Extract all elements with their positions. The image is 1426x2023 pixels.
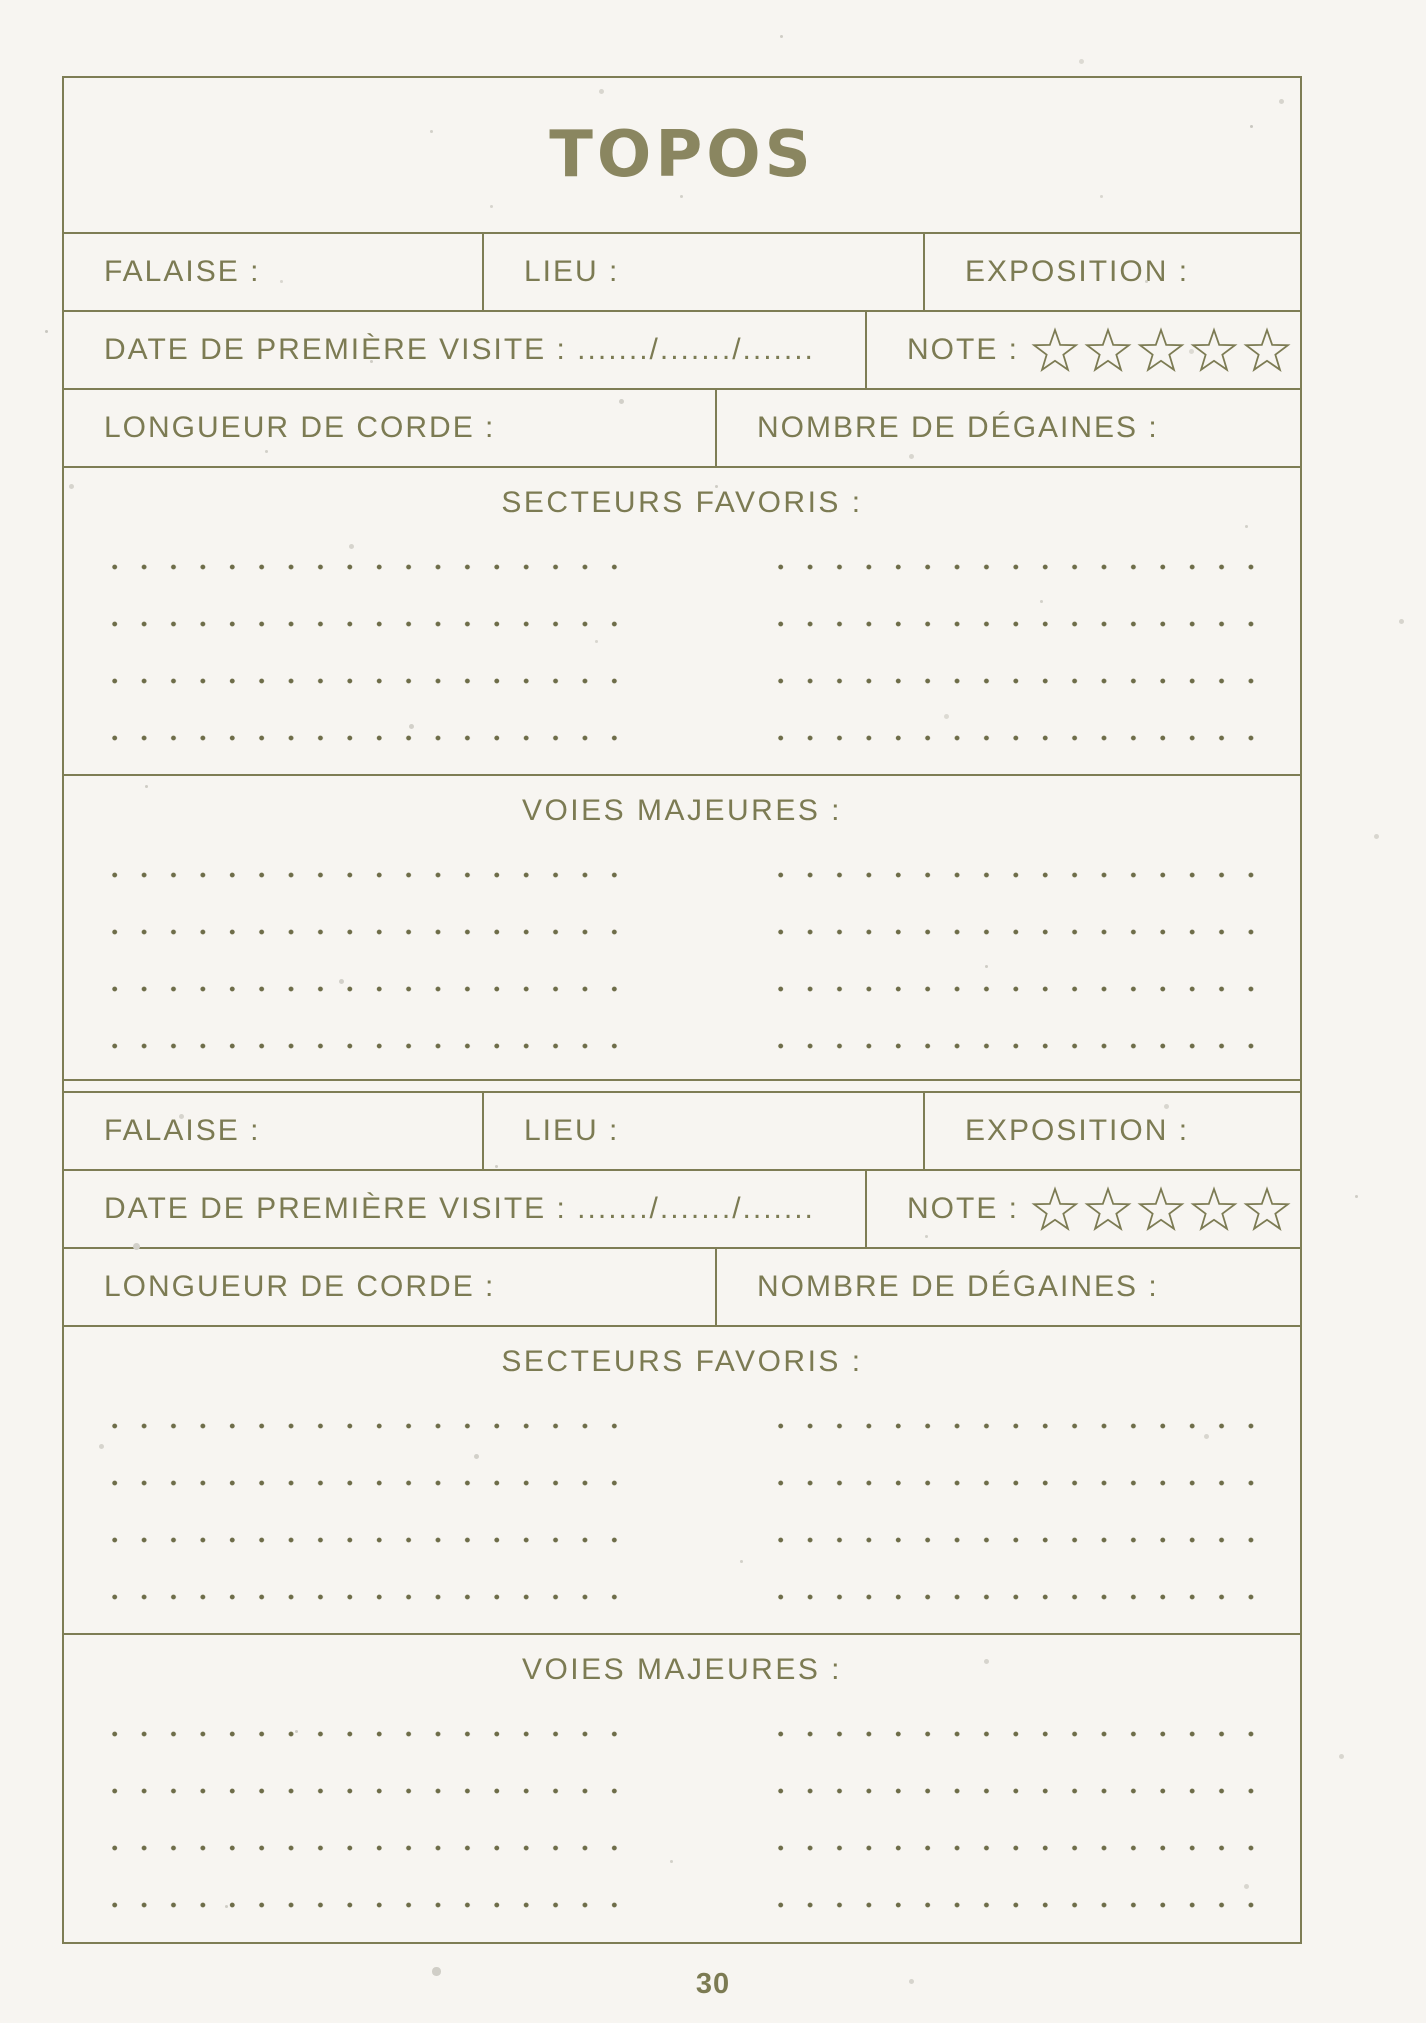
note-field: [867, 1171, 1300, 1247]
date-premiere-visite-field: [64, 1171, 867, 1247]
form-row-identity: [64, 1093, 1300, 1171]
star-icon: [1084, 1185, 1132, 1233]
dotted-line-right: [766, 1537, 1272, 1543]
dotted-line-left: [100, 986, 632, 992]
lieu-label: LIEU :: [524, 1114, 620, 1147]
dotted-line-left: [100, 872, 632, 878]
dotted-line-right: [766, 872, 1272, 878]
dotted-line-left: [100, 1480, 632, 1486]
dotted-line-left: [100, 1731, 632, 1737]
secteurs-favoris-heading: SECTEURS FAVORIS :: [501, 1345, 863, 1378]
dotted-line-right: [766, 986, 1272, 992]
dotted-line: [64, 1397, 1300, 1454]
exposition-field: [925, 234, 1300, 310]
dotted-line: [64, 846, 1300, 903]
voies-majeures-section: [64, 776, 1300, 1081]
secteurs-favoris-heading: SECTEURS FAVORIS :: [501, 486, 863, 519]
dotted-line-left: [100, 1788, 632, 1794]
page-title: TOPOS: [64, 78, 1300, 234]
star-icon: [1190, 1185, 1238, 1233]
dotted-line-right: [766, 735, 1272, 741]
nombre-degaines-field: [717, 390, 1300, 466]
form-row-date-note: [64, 312, 1300, 390]
dotted-line-left: [100, 929, 632, 935]
dotted-line-left: [100, 1845, 632, 1851]
form-row-corde-degaines: [64, 390, 1300, 468]
dotted-line-right: [766, 1845, 1272, 1851]
star-icon: [1031, 326, 1079, 374]
star-icon: [1243, 326, 1291, 374]
dotted-line: [64, 538, 1300, 595]
dotted-line-right: [766, 1043, 1272, 1049]
nombre-degaines-field: [717, 1249, 1300, 1325]
voies-majeures-heading: VOIES MAJEURES :: [521, 1653, 843, 1686]
note-label: NOTE :: [907, 1192, 1020, 1225]
dotted-line-left: [100, 1594, 632, 1600]
lieu-field: [484, 1093, 925, 1169]
star-rating: [1031, 326, 1291, 374]
star-icon: [1031, 1185, 1079, 1233]
dotted-line: [64, 1568, 1300, 1625]
page-number: 30: [695, 1968, 731, 2000]
star-icon: [1137, 1185, 1185, 1233]
secteurs-favoris-section: [64, 1327, 1300, 1635]
dotted-line-left: [100, 1423, 632, 1429]
nombre-degaines-label: NOMBRE DE DÉGAINES :: [757, 411, 1159, 444]
form-row-identity: [64, 234, 1300, 312]
exposition-label: EXPOSITION :: [965, 1114, 1190, 1147]
exposition-label: EXPOSITION :: [965, 255, 1190, 288]
longueur-corde-field: [64, 1249, 717, 1325]
dotted-line: [64, 709, 1300, 766]
dotted-line-left: [100, 1043, 632, 1049]
star-icon: [1243, 1185, 1291, 1233]
falaise-field: [64, 234, 484, 310]
dotted-line-left: [100, 564, 632, 570]
dotted-line: [64, 960, 1300, 1017]
dotted-line: [64, 1819, 1300, 1876]
longueur-corde-label: LONGUEUR DE CORDE :: [104, 411, 496, 444]
dotted-line-left: [100, 735, 632, 741]
exposition-field: [925, 1093, 1300, 1169]
dotted-line: [64, 652, 1300, 709]
dotted-line-right: [766, 1480, 1272, 1486]
voies-majeures-heading: VOIES MAJEURES :: [521, 794, 843, 827]
dotted-line-left: [100, 678, 632, 684]
dotted-line: [64, 1705, 1300, 1762]
lieu-label: LIEU :: [524, 255, 620, 288]
dotted-line: [64, 1762, 1300, 1819]
star-icon: [1084, 326, 1132, 374]
voies-majeures-section: [64, 1635, 1300, 1942]
dotted-line: [64, 903, 1300, 960]
nombre-degaines-label: NOMBRE DE DÉGAINES :: [757, 1270, 1159, 1303]
dotted-line: [64, 1017, 1300, 1074]
dotted-line-left: [100, 1537, 632, 1543]
dotted-line-right: [766, 929, 1272, 935]
dotted-line-right: [766, 1594, 1272, 1600]
date-premiere-visite-label: DATE DE PREMIÈRE VISITE : ......./......./.......: [104, 1192, 815, 1225]
dotted-line: [64, 1454, 1300, 1511]
falaise-label: FALAISE :: [104, 1114, 261, 1147]
star-rating: [1031, 1185, 1291, 1233]
dotted-line-left: [100, 1902, 632, 1908]
form-row-corde-degaines: [64, 1249, 1300, 1327]
falaise-field: [64, 1093, 484, 1169]
form-row-date-note: [64, 1171, 1300, 1249]
dotted-line: [64, 1511, 1300, 1568]
longueur-corde-label: LONGUEUR DE CORDE :: [104, 1270, 496, 1303]
secteurs-favoris-section: [64, 468, 1300, 776]
date-premiere-visite-label: DATE DE PREMIÈRE VISITE : ......./......./.......: [104, 333, 815, 366]
block-separator: [64, 1081, 1300, 1093]
falaise-label: FALAISE :: [104, 255, 261, 288]
dotted-line-right: [766, 1423, 1272, 1429]
dotted-line-right: [766, 1731, 1272, 1737]
lieu-field: [484, 234, 925, 310]
topos-form-page: [62, 76, 1302, 1944]
star-icon: [1137, 326, 1185, 374]
dotted-line-left: [100, 621, 632, 627]
dotted-line: [64, 1876, 1300, 1933]
note-field: [867, 312, 1300, 388]
date-premiere-visite-field: [64, 312, 867, 388]
dotted-line-right: [766, 1788, 1272, 1794]
dotted-line-right: [766, 564, 1272, 570]
star-icon: [1190, 326, 1238, 374]
dotted-line-right: [766, 678, 1272, 684]
dotted-line-right: [766, 1902, 1272, 1908]
dotted-line-right: [766, 621, 1272, 627]
longueur-corde-field: [64, 390, 717, 466]
dotted-line: [64, 595, 1300, 652]
note-label: NOTE :: [907, 333, 1020, 366]
